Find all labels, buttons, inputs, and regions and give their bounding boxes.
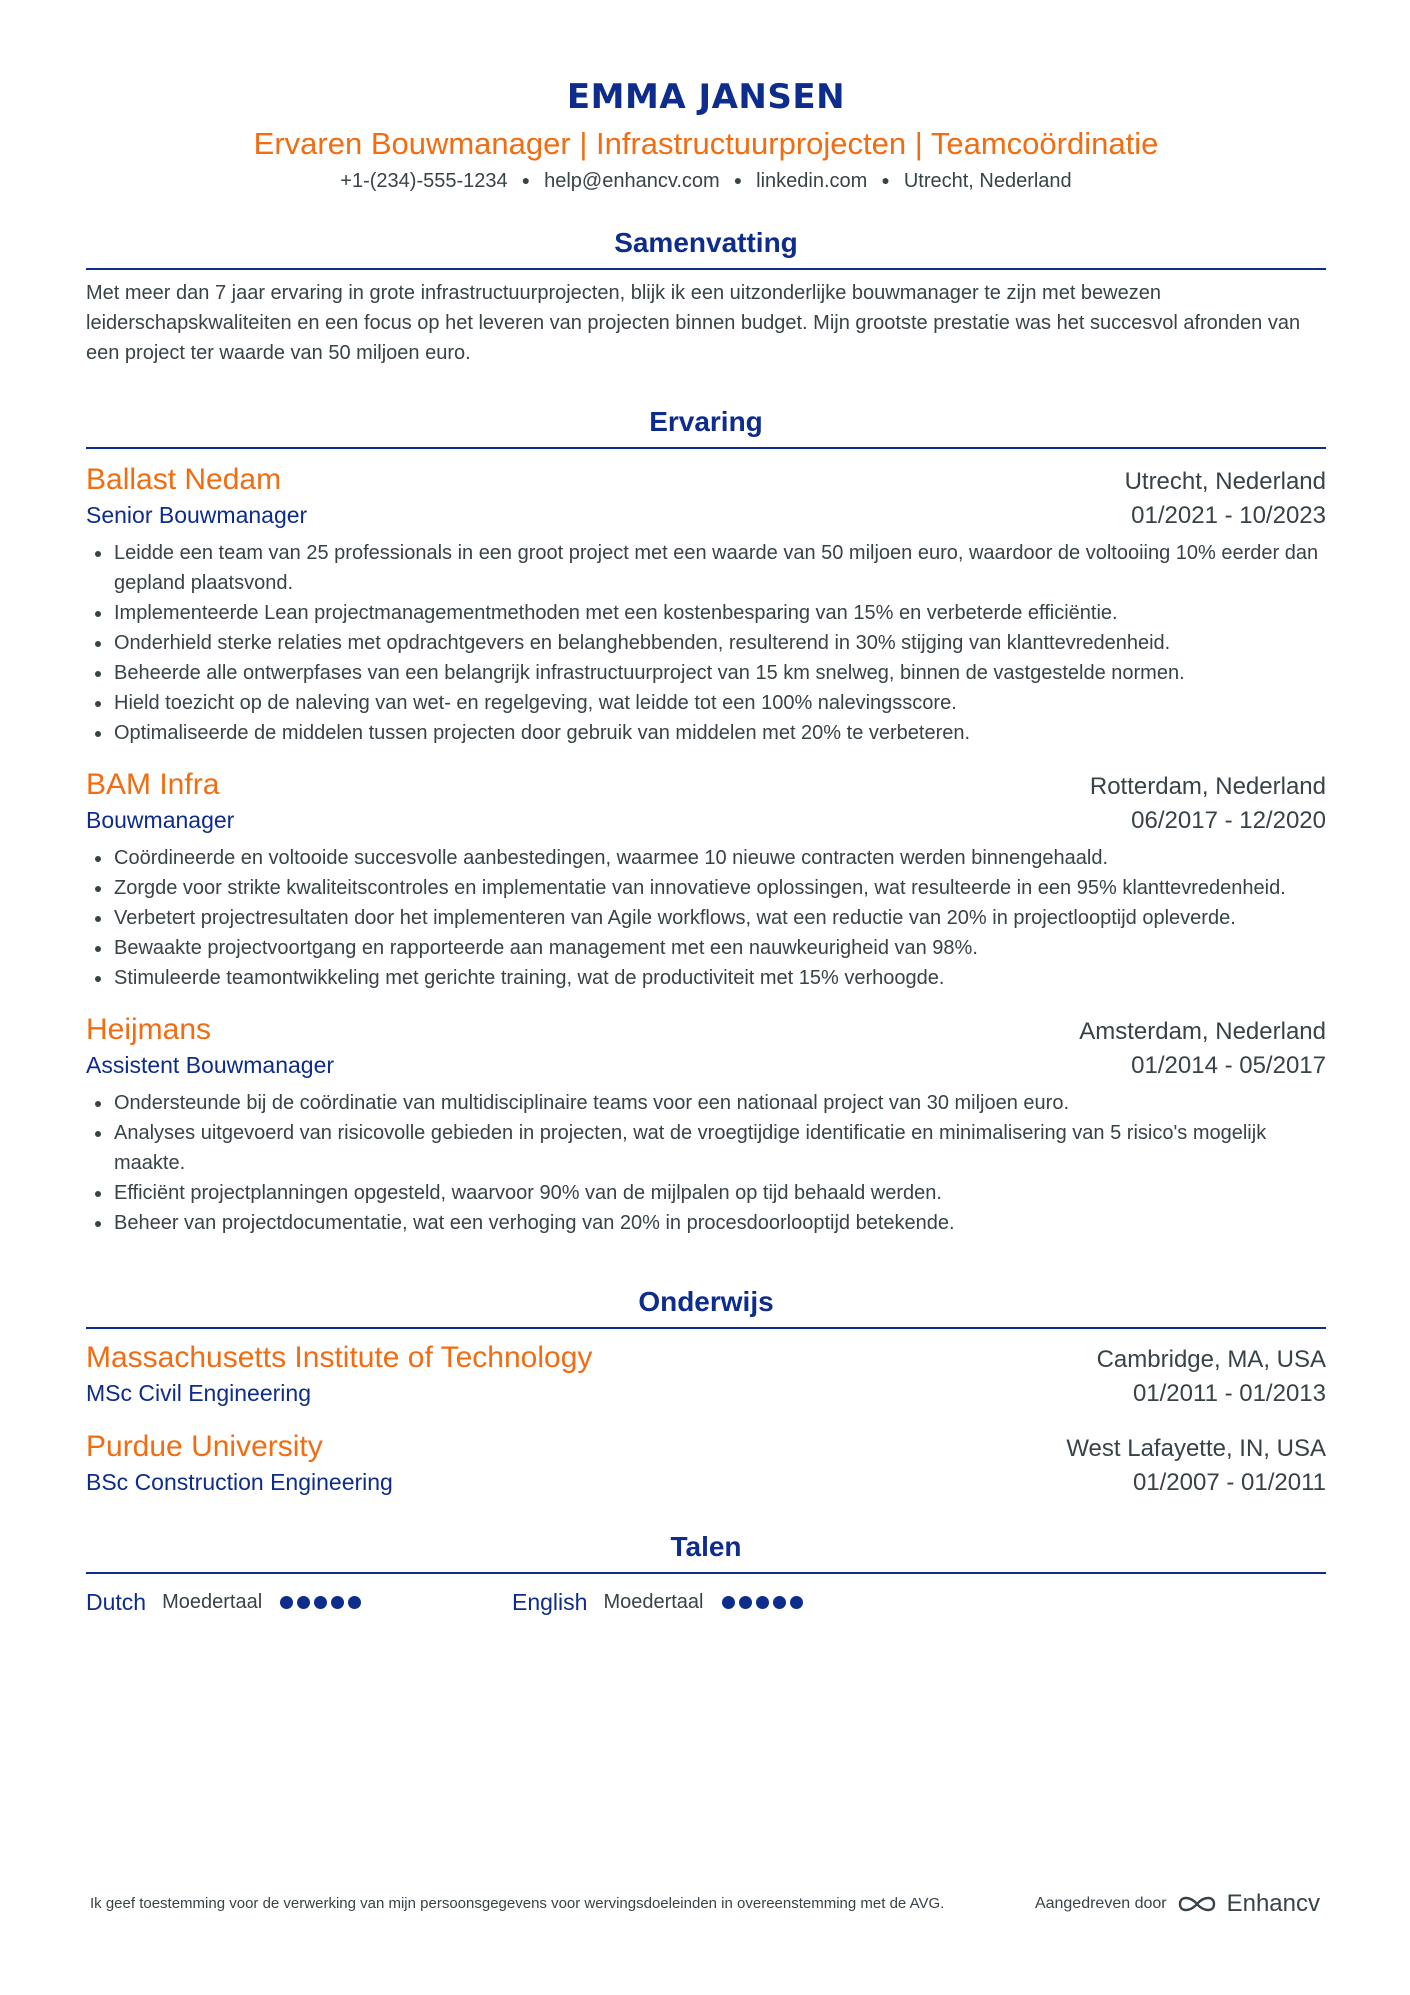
job-bullets (86, 1088, 1326, 1238)
contact-line (86, 166, 1326, 195)
education-section (86, 1284, 1326, 1499)
job-dates: 06/2017 - 12/2020 (1131, 807, 1326, 834)
language-name: English (512, 1589, 588, 1615)
education-dates: 01/2007 - 01/2011 (1132, 1469, 1326, 1496)
language-level: Moedertaal (162, 1591, 263, 1613)
rating-dot (297, 1596, 310, 1609)
section-title-experience: Ervaring (86, 404, 1326, 449)
experience-section (86, 404, 1326, 1238)
resume-page (86, 72, 1326, 1618)
rating-dot (314, 1596, 327, 1609)
job-company: BAM Infra (86, 768, 220, 801)
job-bullet: Optimaliseerde de middelen tussen projecten door gebruik van middelen met 20% te verbeteren. (86, 718, 1326, 748)
job-entry (86, 766, 1326, 993)
job-bullet: Ondersteunde bij de coördinatie van multidisciplinaire teams voor een nationaal project van 30 miljoen euro. (86, 1088, 1326, 1118)
language-level: Moedertaal (603, 1591, 704, 1613)
job-bullet: Leidde een team van 25 professionals in een groot project met een waarde van 50 miljoen euro, waardoor de voltooiing 10% eerder dan gepland plaatsvond. (86, 538, 1326, 598)
education-school: Massachusetts Institute of Technology (86, 1341, 593, 1374)
education-entry (86, 1339, 1326, 1410)
education-entry (86, 1428, 1326, 1499)
language-name: Dutch (86, 1589, 147, 1615)
job-bullet: Bewaakte projectvoortgang en rapporteerde aan management met een nauwkeurigheid van 98%. (86, 933, 1326, 963)
job-bullet: Beheerde alle ontwerpfases van een belangrijk infrastructuurproject van 15 km snelweg, binnen de vastgestelde normen. (86, 658, 1326, 688)
separator-dot: ● (521, 172, 531, 188)
job-dates: 01/2014 - 05/2017 (1131, 1052, 1326, 1079)
job-bullets (86, 538, 1326, 748)
language-rating (280, 1596, 361, 1609)
rating-dot (773, 1596, 786, 1609)
job-bullet: Coördineerde en voltooide succesvolle aanbestedingen, waarmee 10 nieuwe contracten werden binnengehaald. (86, 843, 1326, 873)
candidate-tagline: Ervaren Bouwmanager | Infrastructuurprojecten | Teamcoördinatie (253, 126, 1159, 161)
job-dates: 01/2021 - 10/2023 (1131, 502, 1326, 529)
education-degree: BSc Construction Engineering (86, 1469, 393, 1495)
contact-linkedin[interactable]: linkedin.com (756, 170, 868, 192)
job-bullet: Onderhield sterke relaties met opdrachtgevers en belanghebbenden, resulterend in 30% stijging van klanttevredenheid. (86, 628, 1326, 658)
education-school: Purdue University (86, 1430, 323, 1463)
job-company: Heijmans (86, 1013, 212, 1046)
job-role: Senior Bouwmanager (86, 502, 308, 528)
job-bullet: Beheer van projectdocumentatie, wat een verhoging van 20% in procesdoorlooptijd betekende. (86, 1208, 1326, 1238)
language-rating (722, 1596, 803, 1609)
powered-by-label: Aangedreven door (1034, 1895, 1167, 1912)
job-entry (86, 1011, 1326, 1238)
rating-dot (790, 1596, 803, 1609)
rating-dot (280, 1596, 293, 1609)
languages-section (86, 1529, 1326, 1618)
rating-dot (722, 1596, 735, 1609)
job-location: Utrecht, Nederland (1124, 468, 1326, 495)
language-item (512, 1586, 938, 1618)
job-bullet: Efficiënt projectplanningen opgesteld, waarvoor 90% van de mijlpalen op tijd behaald werden. (86, 1178, 1326, 1208)
job-bullet: Analyses uitgevoerd van risicovolle gebieden in projecten, wat de vroegtijdige identificatie en minimalisering van 5 risico's mogelijk maakte. (86, 1118, 1326, 1178)
resume-header (86, 72, 1326, 195)
education-location: West Lafayette, IN, USA (1066, 1435, 1326, 1462)
separator-dot: ● (733, 172, 743, 188)
gdpr-consent: Ik geef toestemming voor de verwerking van mijn persoonsgegevens voor wervingsdoeleinden in overeenstemming met de AVG. (90, 1895, 945, 1912)
job-entry (86, 461, 1326, 748)
rating-dot (331, 1596, 344, 1609)
contact-location: Utrecht, Nederland (903, 170, 1072, 192)
language-item (86, 1586, 512, 1618)
job-bullet: Verbetert projectresultaten door het implementeren van Agile workflows, wat een reductie van 20% in projectlooptijd opleverde. (86, 903, 1326, 933)
enhancv-logo-icon (1177, 1893, 1217, 1915)
education-degree: MSc Civil Engineering (86, 1380, 311, 1406)
rating-dot (756, 1596, 769, 1609)
job-location: Amsterdam, Nederland (1079, 1018, 1326, 1045)
job-bullets (86, 843, 1326, 993)
job-company: Ballast Nedam (86, 463, 282, 496)
section-title-education: Onderwijs (86, 1284, 1326, 1329)
job-bullet: Implementeerde Lean projectmanagementmethoden met een kostenbesparing van 15% en verbeterde efficiëntie. (86, 598, 1326, 628)
rating-dot (739, 1596, 752, 1609)
job-bullet: Zorgde voor strikte kwaliteitscontroles en implementatie van innovatieve oplossingen, wat resulteerde in een 95% klanttevredenheid. (86, 873, 1326, 903)
languages-list (86, 1586, 1326, 1618)
job-bullet: Hield toezicht op de naleving van wet- en regelgeving, wat leidde tot een 100% nalevingsscore. (86, 688, 1326, 718)
contact-phone[interactable]: +1-(234)-555-1234 (340, 170, 508, 192)
powered-by (1035, 1890, 1320, 1918)
summary-text: Met meer dan 7 jaar ervaring in grote infrastructuurprojecten, blijk ik een uitzonderlijke bouwmanager te zijn met bewezen leiderschapskwaliteiten en een focus op het leveren van projecten binnen budget. Mijn grootste prestatie was het succesvol afronden van een project ter waarde van 50 miljoen euro. (86, 282, 1301, 364)
education-dates: 01/2011 - 01/2013 (1132, 1380, 1326, 1407)
contact-email[interactable]: help@enhancv.com (544, 170, 720, 192)
separator-dot: ● (881, 172, 890, 188)
brand-name[interactable]: Enhancv (1226, 1890, 1320, 1917)
job-location: Rotterdam, Nederland (1089, 773, 1326, 800)
job-role: Bouwmanager (86, 807, 235, 833)
education-location: Cambridge, MA, USA (1096, 1346, 1326, 1373)
section-title-summary: Samenvatting (86, 225, 1326, 270)
candidate-name: EMMA JANSEN (566, 77, 846, 117)
job-role: Assistent Bouwmanager (86, 1052, 335, 1078)
section-title-languages: Talen (86, 1529, 1326, 1574)
page-footer (90, 1890, 1330, 1918)
summary-section (86, 225, 1326, 368)
job-bullet: Stimuleerde teamontwikkeling met gerichte training, wat de productiviteit met 15% verhoogde. (86, 963, 1326, 993)
rating-dot (348, 1596, 361, 1609)
